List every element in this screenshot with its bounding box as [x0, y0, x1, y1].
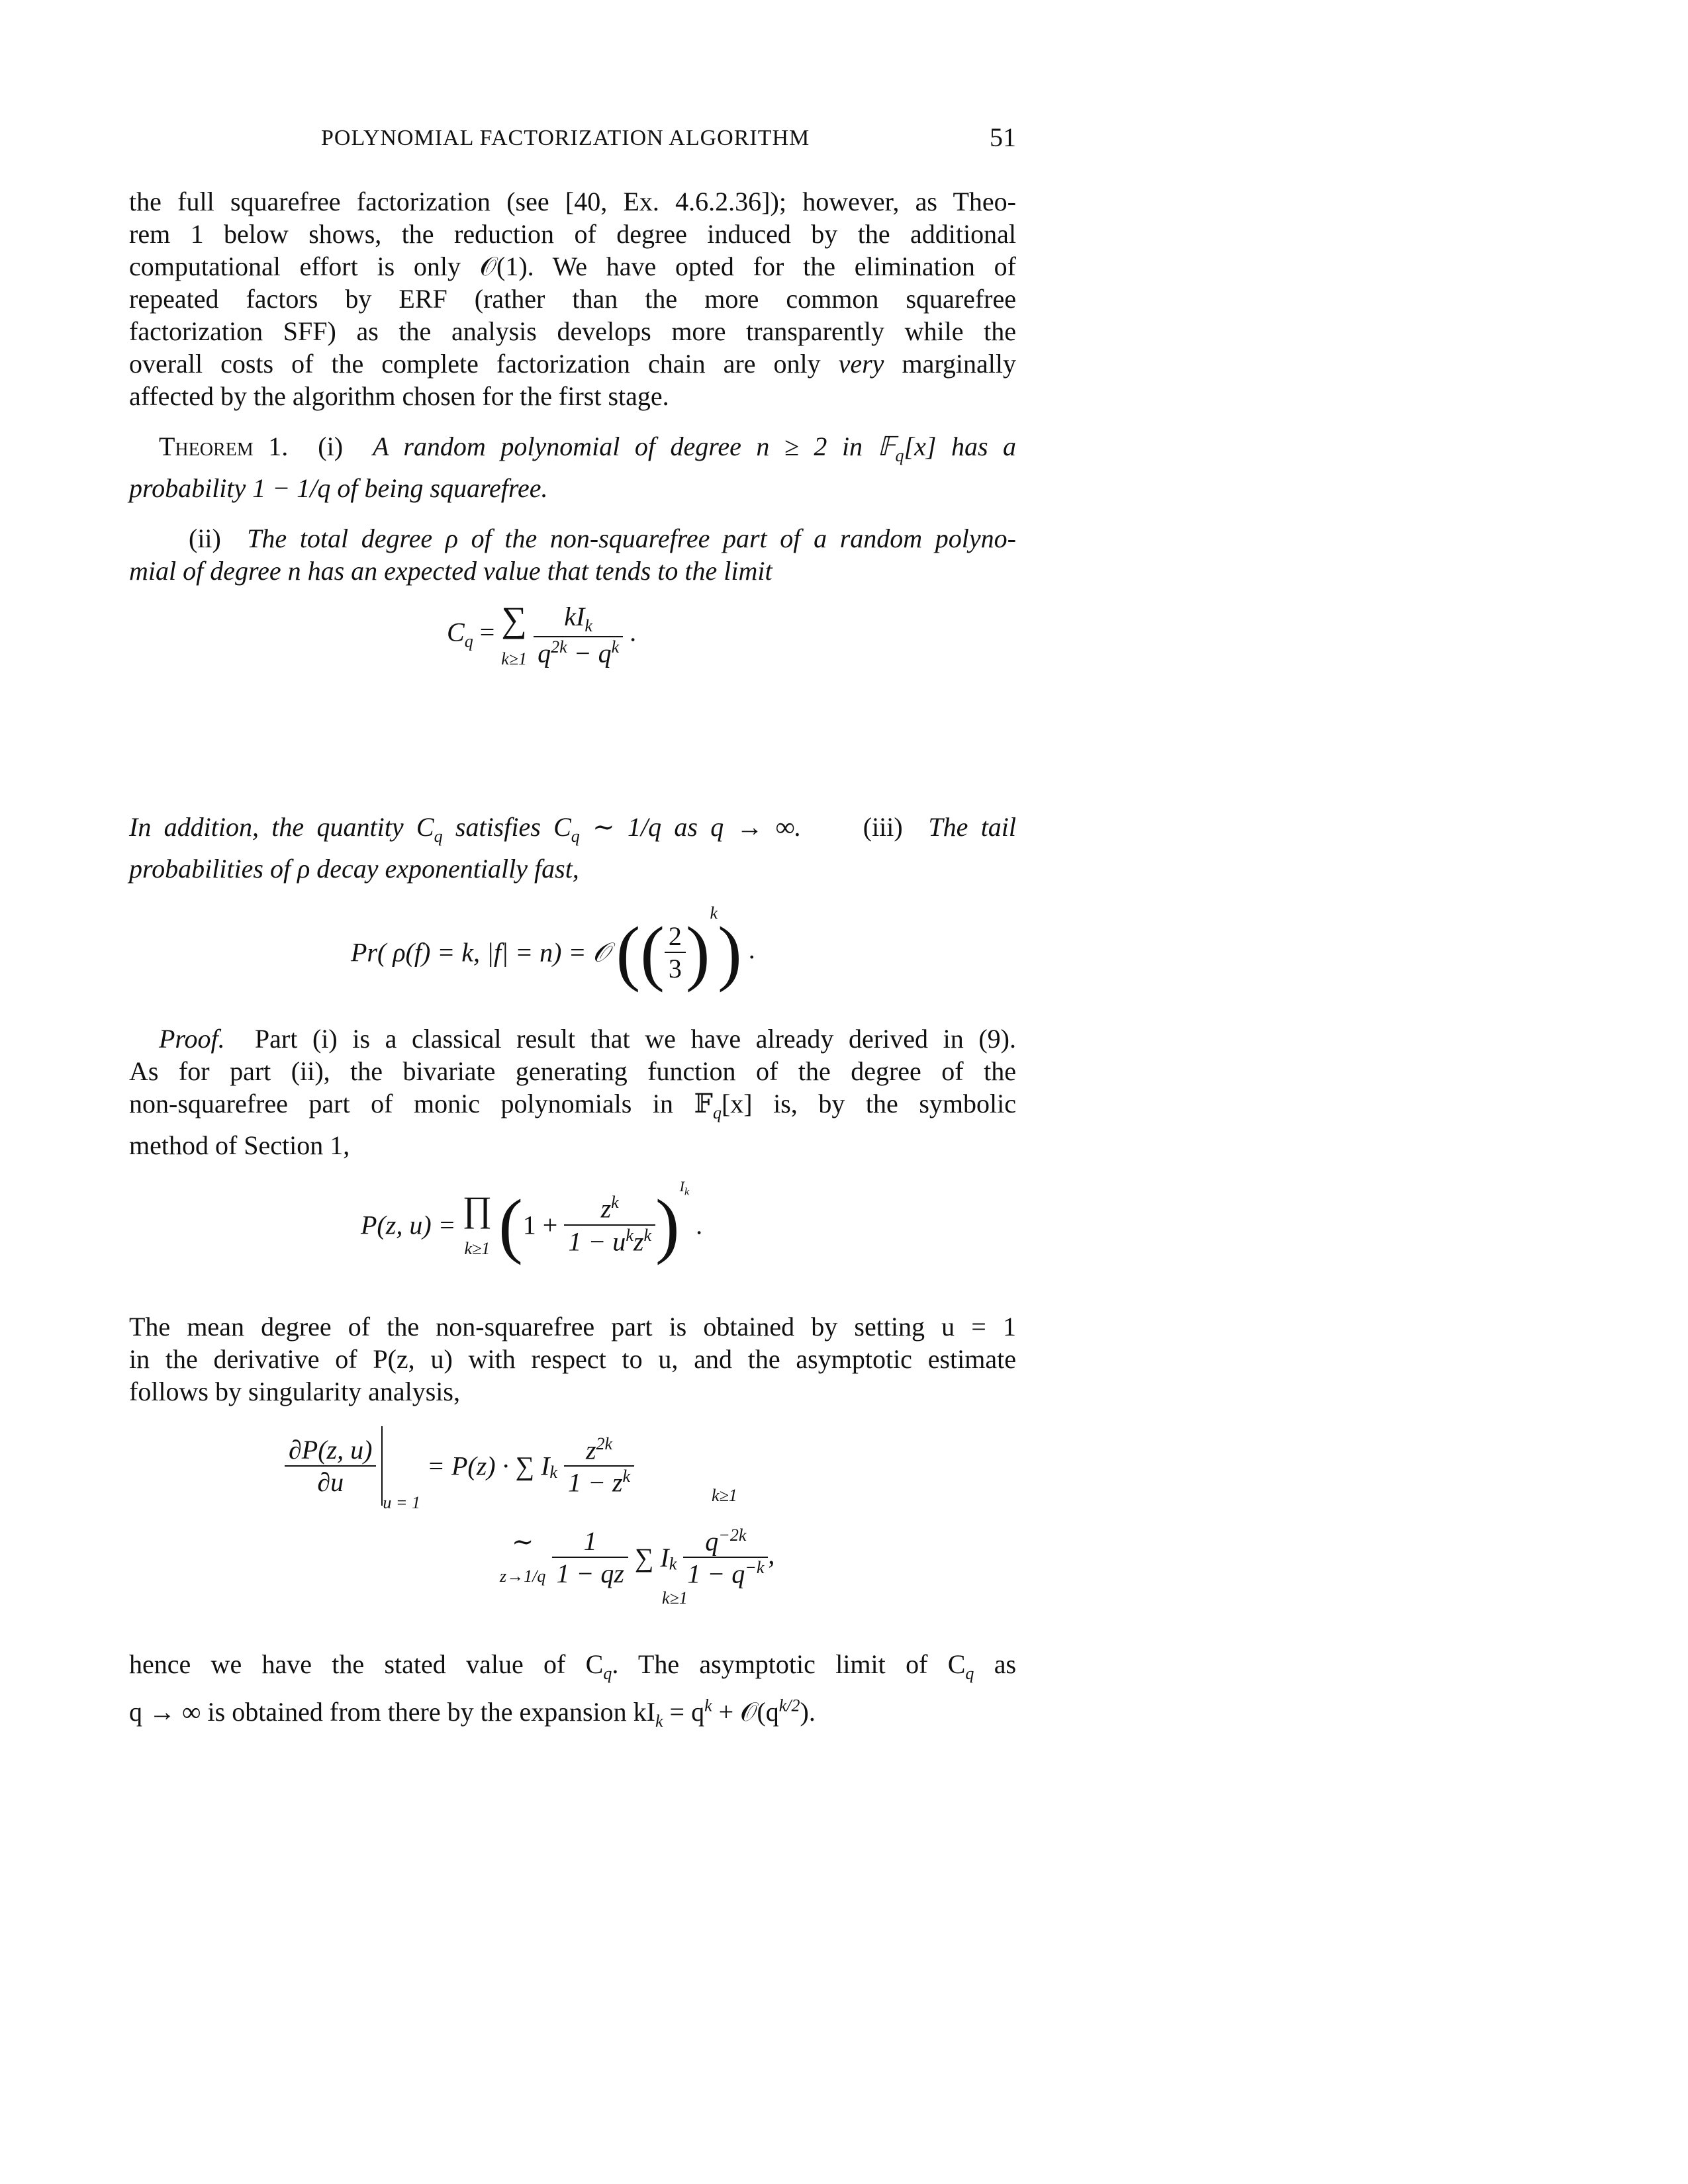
- text-line: overall costs of the complete factorization chain are only very marginally: [129, 349, 1017, 379]
- proof-label: Proof.: [159, 1024, 225, 1054]
- theorem-label: Theorem 1.: [159, 432, 289, 461]
- text-line: hence we have the stated value of $C_q$. The asymptotic limit of $C_q$ as: [129, 1649, 1017, 1683]
- theorem-block: [129, 430, 1016, 587]
- text-line: computational effort is only 𝒪(1). We have opted for the elimination of: [129, 251, 1016, 281]
- text-line: the full squarefree factorization (see [40, Ex. 4.6.2.36]); however, as Theo-: [129, 187, 1016, 216]
- equation-cq: $C_q$ = ∑ k≥1 $\frac{kI_k}{q^{2k} - q^k}$ .: [447, 600, 637, 668]
- closing-paragraph: [129, 1648, 1016, 1737]
- equation-asymptotic: ∼ z→1/q $\frac{1}{1 - qz}$ ∑ $I_k$ $\frac{q^{-2k}}{1 - q^{-k}}$ , k≥1: [500, 1525, 775, 1608]
- equation-tail-probability: Pr( ρ(f) = k, |f| = n) = 𝒪 (( $\frac{2}{3}$ )$^k$) .: [351, 903, 755, 993]
- proof-line: As for part (ii), the bivariate generating function of the degree of the: [129, 1056, 1016, 1086]
- paragraph-intro: [129, 185, 1016, 412]
- theorem-addition: [129, 811, 1016, 885]
- equation-derivative: $\frac{\partial P(z, u)}{\partial u}$ $_{u = 1}$ = P(z) · ∑ $I_k$ $\frac{z^{2k}}{1 - z^k}$ k≥1: [285, 1426, 634, 1513]
- text-line: follows by singularity analysis,: [129, 1377, 460, 1406]
- theorem-line: Theorem 1. (i) A random polynomial of degree n ≥ 2 in 𝔽$_q$[x] has a: [159, 432, 1017, 465]
- page-number: 51: [990, 122, 1016, 152]
- proof-line: Proof. Part (i) is a classical result that we have already derived in (9).: [159, 1024, 1016, 1054]
- mean-paragraph: [129, 1310, 1016, 1408]
- text-line: affected by the algorithm chosen for the first stage.: [129, 381, 669, 411]
- proof-block: [129, 1023, 1016, 1161]
- text-line: factorization SFF) as the analysis develops more transparently while the: [129, 316, 1016, 346]
- text-line: q → ∞ is obtained from there by the expansion $kI_k = q^k$ + $𝒪(q^{k/2})$.: [129, 1696, 816, 1731]
- proof-line: non-squarefree part of monic polynomials in 𝔽$_q$[x] is, by the symbolic: [129, 1089, 1016, 1122]
- theorem-line: (iii) The tail probabilities of ρ decay exponentially fast,: [129, 812, 1017, 884]
- text-line: repeated factors by ERF (rather than the more common squarefree: [129, 284, 1016, 314]
- theorem-line: probability 1 − 1/q of being squarefree.: [129, 473, 548, 503]
- running-title: POLYNOMIAL FACTORIZATION ALGORITHM: [321, 126, 810, 150]
- theorem-line: In addition, the quantity $C_q$ satisfies $C_q$ ∼ 1/q as q → ∞.: [129, 812, 802, 846]
- proof-line: method of Section 1,: [129, 1130, 350, 1160]
- equation-generating-function: P(z, u) = ∏ k≥1 (1 + $\frac{z^k}{1 - u^kz^k}$ )$^{I_k}$ .: [361, 1178, 703, 1265]
- text-line: The mean degree of the non-squarefree part is obtained by setting u = 1: [129, 1312, 1016, 1342]
- text-line: in the derivative of P(z, u) with respect to u, and the asymptotic estimate: [129, 1344, 1016, 1374]
- theorem-line: mial of degree n has an expected value that tends to the limit: [129, 556, 773, 586]
- running-header: [129, 122, 1016, 159]
- theorem-line: (ii) The total degree ρ of the non-squarefree part of a random polyno-: [189, 523, 1016, 553]
- text-line: rem 1 below shows, the reduction of degree induced by the additional: [129, 219, 1016, 249]
